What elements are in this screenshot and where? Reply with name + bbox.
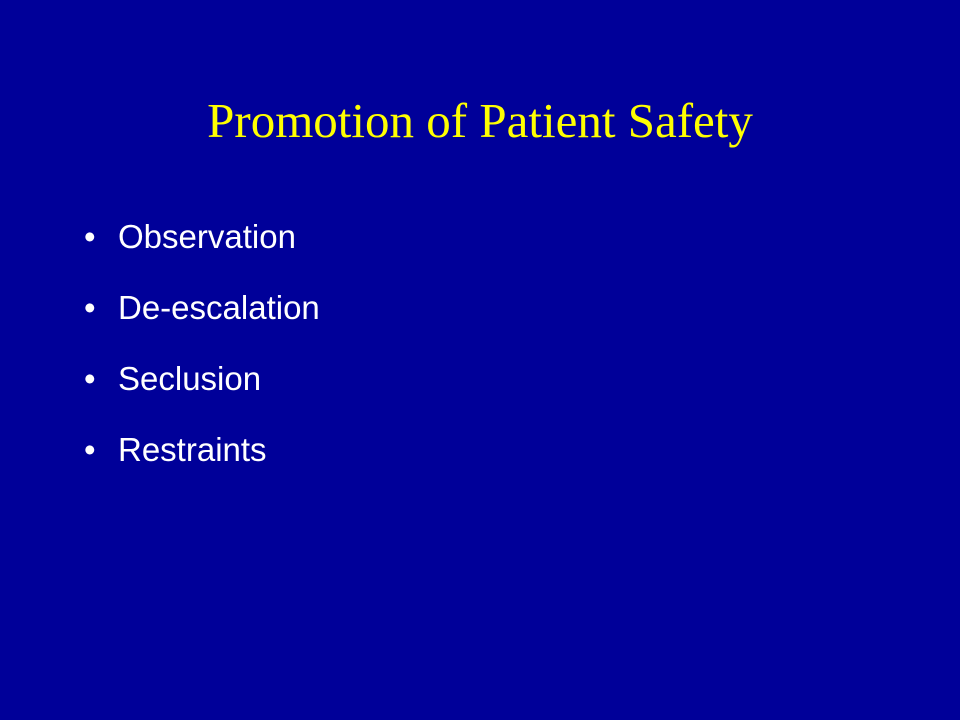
bullet-icon: •: [84, 289, 96, 326]
bullet-text: Observation: [118, 218, 296, 255]
bullet-item-observation: [84, 218, 320, 289]
bullet-icon: •: [84, 360, 96, 397]
bullet-text: De-escalation: [118, 289, 320, 326]
slide-title: Promotion of Patient Safety: [207, 93, 753, 148]
bullet-icon: •: [84, 218, 96, 255]
bullet-item-de-escalation: [84, 289, 320, 360]
bullet-text: Seclusion: [118, 360, 262, 397]
bullet-text: Restraints: [118, 431, 267, 468]
bullet-item-restraints: [84, 431, 320, 502]
bullet-list: [84, 218, 320, 502]
bullet-icon: •: [84, 431, 96, 468]
bullet-item-seclusion: [84, 360, 320, 431]
